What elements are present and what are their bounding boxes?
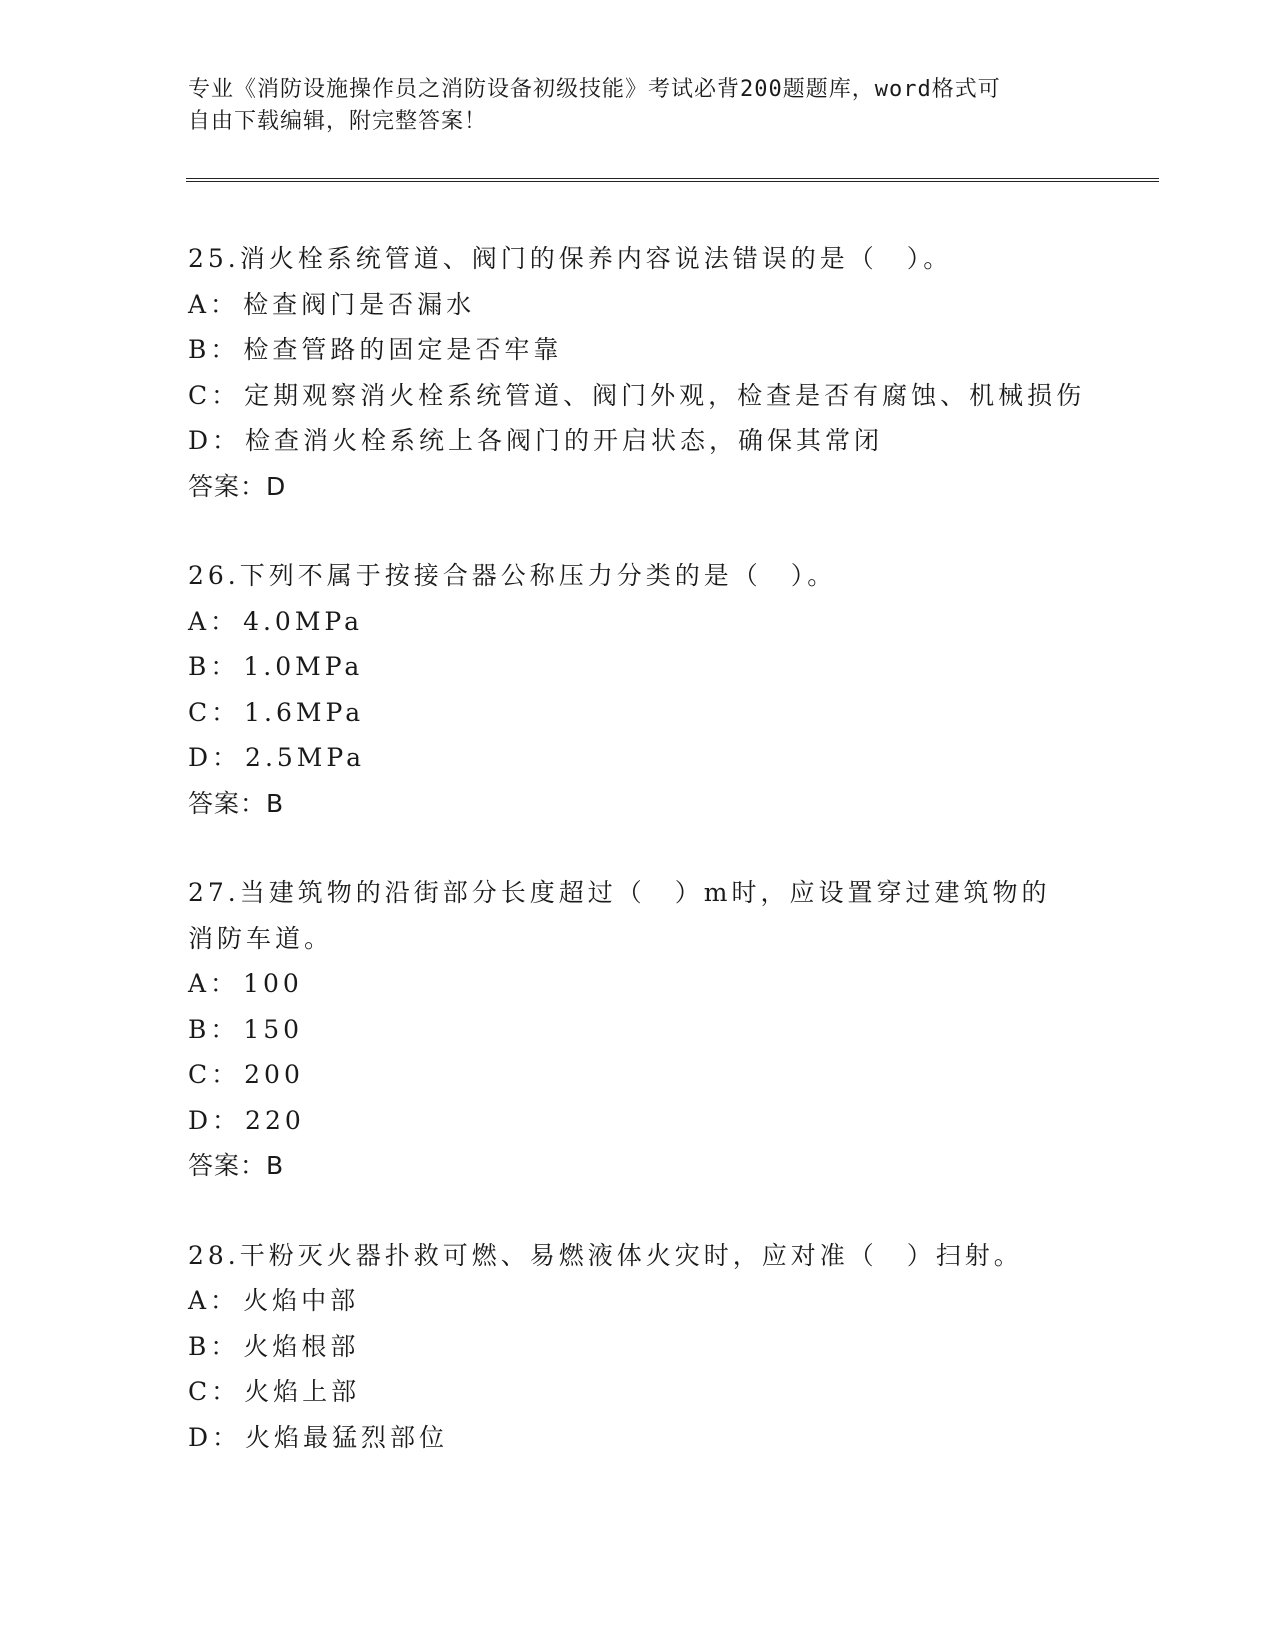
question-stem: 28.干粉灭火器扑救可燃、易燃液体火灾时，应对准（ ）扫射。 <box>188 1240 1023 1270</box>
option-c <box>188 1369 1088 1415</box>
option-text: 检查阀门是否漏水 <box>243 289 476 319</box>
option-text: 1.0MPa <box>243 652 364 681</box>
option-key: C： <box>188 1377 241 1406</box>
option-text: 检查管路的固定是否牢靠 <box>243 335 563 364</box>
answer-line <box>188 781 1088 827</box>
answer-value: B <box>266 1151 285 1180</box>
header-line-2: 自由下载编辑，附完整答案！ <box>188 109 488 134</box>
option-key: C： <box>188 380 241 410</box>
header-divider <box>186 178 1159 182</box>
question-stem: 27.当建筑物的沿街部分长度超过（ ）m时，应设置穿过建筑物的消防车道。 <box>188 878 1051 953</box>
answer-label: 答案： <box>188 1151 267 1180</box>
option-a <box>188 599 1088 645</box>
option-text: 2.5MPa <box>245 743 366 772</box>
option-text: 220 <box>245 1105 305 1135</box>
option-text: 火焰中部 <box>243 1286 360 1315</box>
option-text: 火焰根部 <box>243 1331 360 1361</box>
header-line-1: 专业《消防设施操作员之消防设备初级技能》考试必背200题题库，word格式可 <box>188 77 1001 102</box>
option-c <box>188 373 1088 419</box>
answer-value: B <box>266 788 285 818</box>
option-key: B： <box>188 335 240 364</box>
answer-label: 答案： <box>188 788 267 818</box>
option-text: 4.0MPa <box>243 606 364 636</box>
option-d <box>188 1415 1088 1461</box>
option-a <box>188 1278 1088 1324</box>
option-c <box>188 1052 1088 1098</box>
question-25 <box>188 236 1088 509</box>
option-key: D： <box>188 1422 242 1452</box>
option-key: A： <box>188 1286 240 1315</box>
option-d <box>188 735 1088 781</box>
option-text: 150 <box>243 1014 304 1044</box>
option-text: 100 <box>243 969 303 998</box>
option-d <box>188 1098 1088 1144</box>
option-b <box>188 644 1088 690</box>
option-text: 定期观察消火栓系统管道、阀门外观，检查是否有腐蚀、机械损伤 <box>244 380 1086 410</box>
option-text: 火焰最猛烈部位 <box>245 1422 449 1452</box>
option-c <box>188 690 1088 736</box>
option-key: A： <box>188 606 240 636</box>
answer-value: D <box>266 471 287 501</box>
option-b <box>188 1324 1088 1370</box>
option-key: A： <box>188 289 240 319</box>
option-key: B： <box>188 1014 240 1044</box>
answer-label: 答案： <box>188 471 267 501</box>
option-key: D： <box>188 1105 242 1135</box>
option-key: B： <box>188 652 240 681</box>
option-text: 200 <box>244 1060 304 1089</box>
question-list <box>188 236 1088 1504</box>
option-a <box>188 282 1088 328</box>
option-text: 火焰上部 <box>244 1377 361 1406</box>
option-text: 检查消火栓系统上各阀门的开启状态，确保其常闭 <box>245 426 884 455</box>
question-26 <box>188 553 1088 826</box>
document-header <box>188 74 1088 138</box>
question-27 <box>188 870 1088 1189</box>
option-key: B： <box>188 1331 240 1361</box>
answer-line <box>188 464 1088 510</box>
option-text: 1.6MPa <box>244 697 365 727</box>
option-key: C： <box>188 697 241 727</box>
option-b <box>188 1007 1088 1053</box>
option-d <box>188 418 1088 464</box>
option-key: D： <box>188 426 242 455</box>
answer-line <box>188 1143 1088 1189</box>
question-stem: 25.消火栓系统管道、阀门的保养内容说法错误的是（ ）。 <box>188 244 953 273</box>
question-28 <box>188 1233 1088 1461</box>
option-a <box>188 961 1088 1007</box>
option-key: A： <box>188 969 240 998</box>
option-key: D： <box>188 743 242 772</box>
option-b <box>188 327 1088 373</box>
question-stem: 26.下列不属于按接合器公称压力分类的是（ ）。 <box>188 561 837 590</box>
option-key: C： <box>188 1060 241 1089</box>
